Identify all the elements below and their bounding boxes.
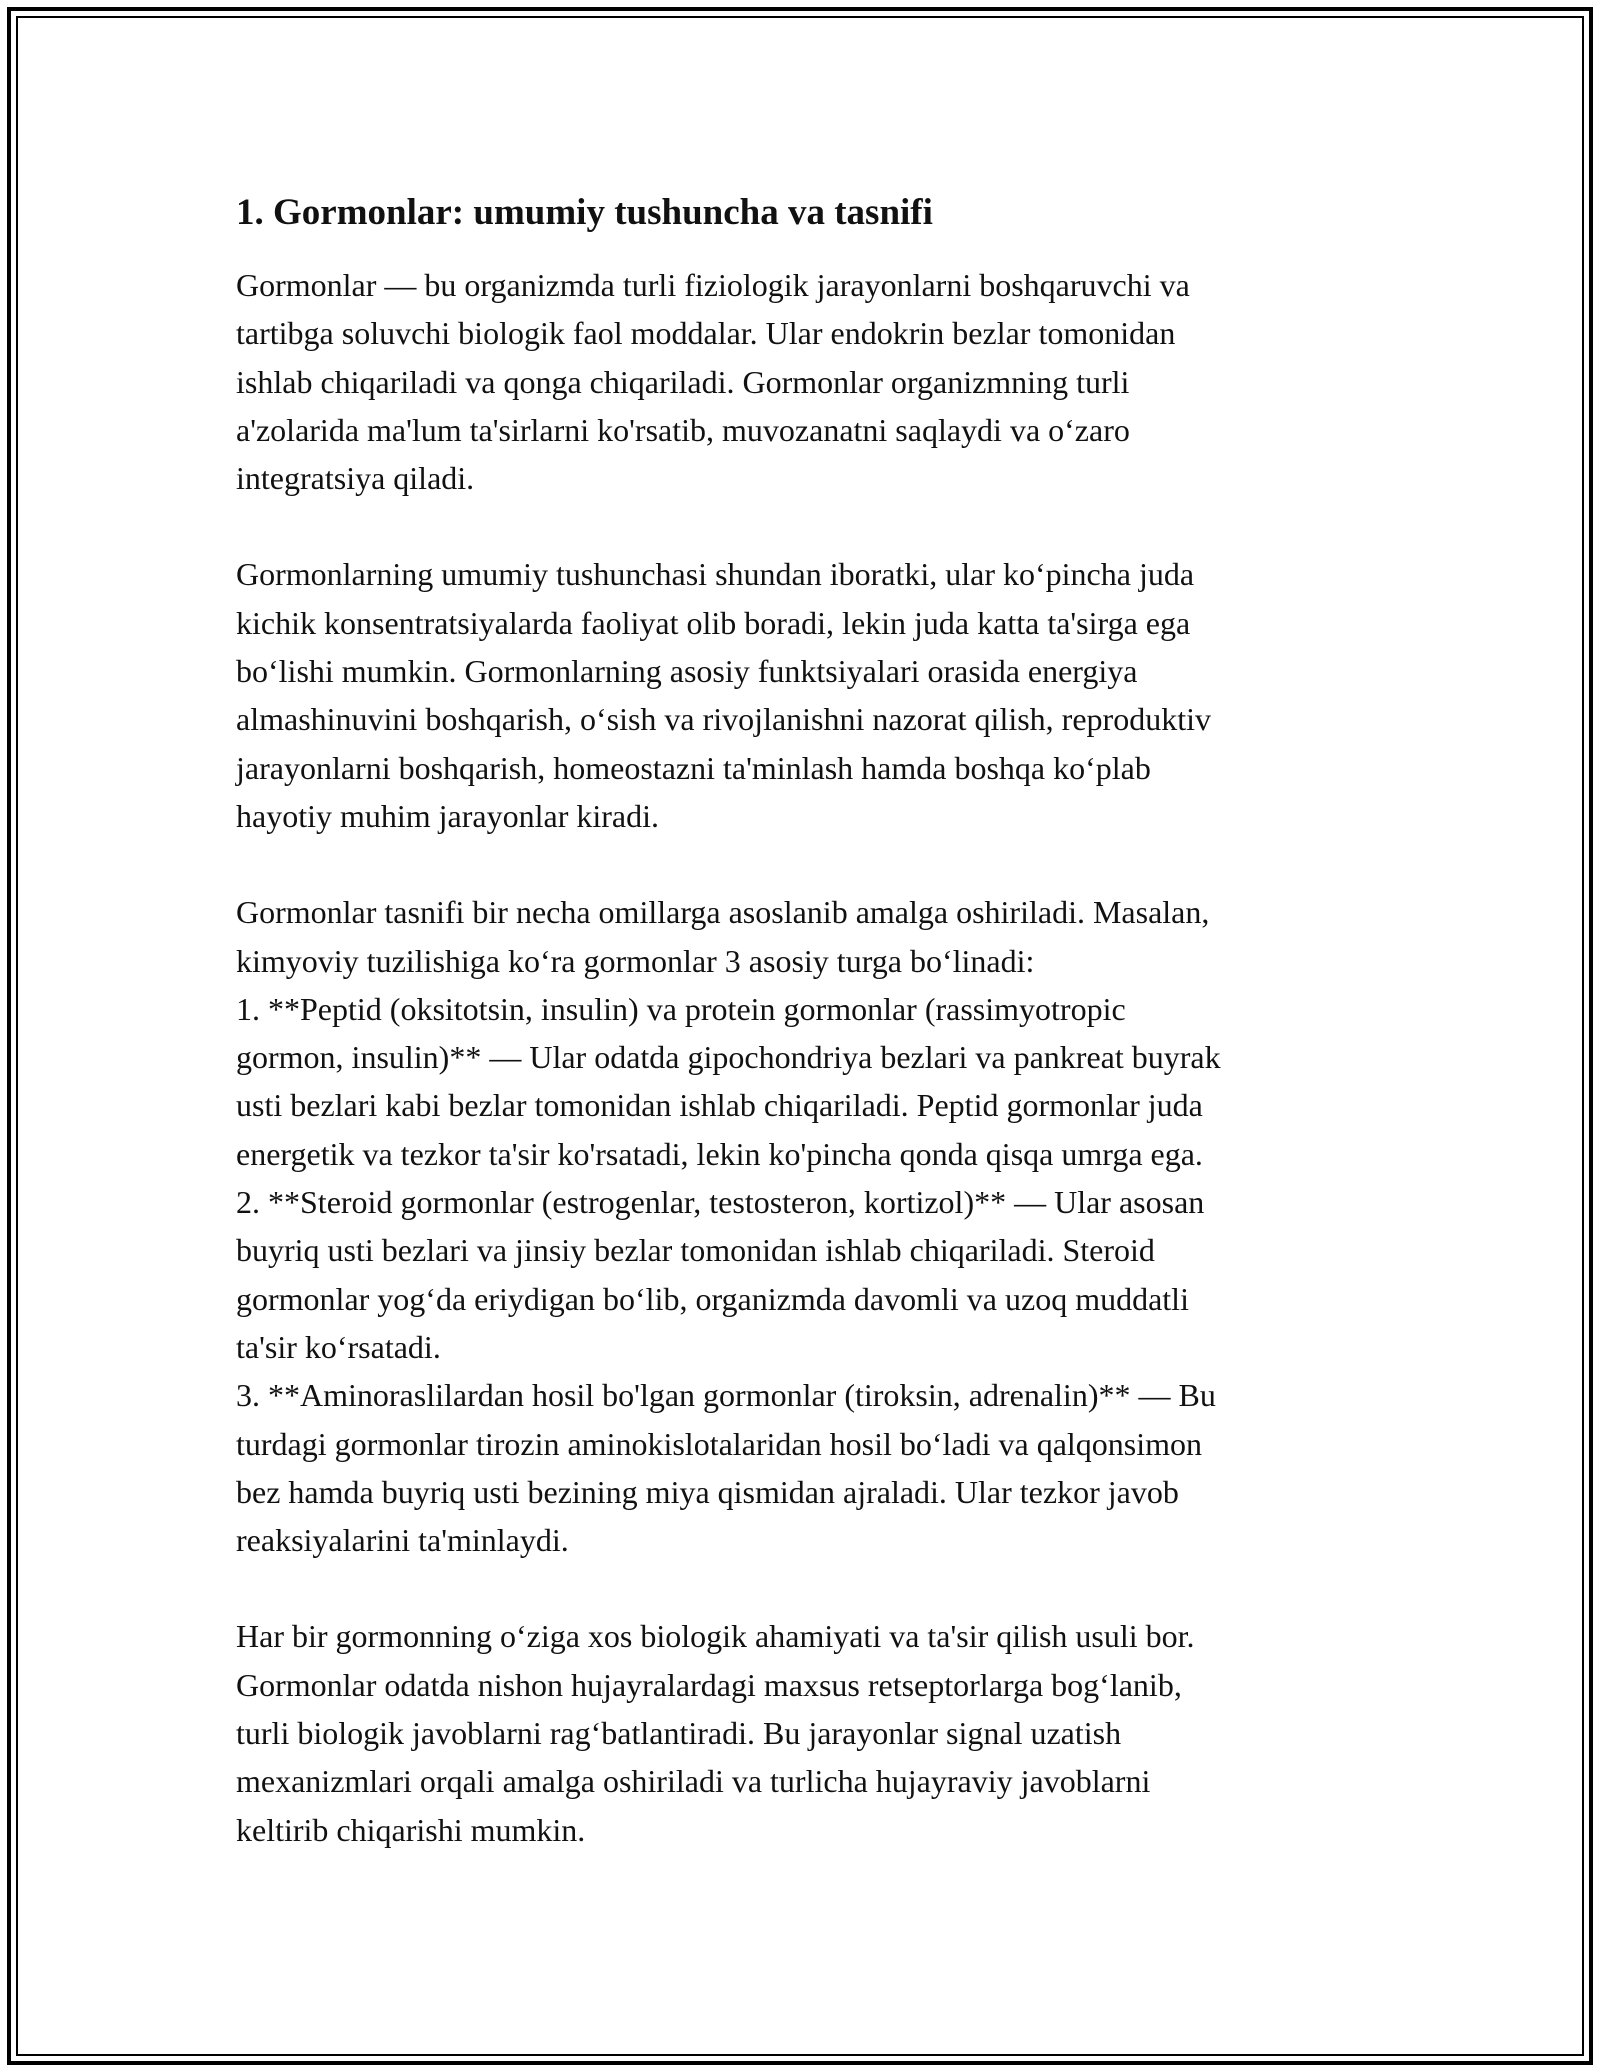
paragraph-line: hayotiy muhim jarayonlar kiradi. [236, 797, 659, 834]
paragraph-line: ishlab chiqariladi va qonga chiqariladi. Gormonlar organizmning turli [236, 363, 1130, 400]
paragraph-line: energetik va tezkor ta'sir ko'rsatadi, lekin ko'pincha qonda qisqa umrga ega. [236, 1135, 1203, 1172]
paragraph-line: buyriq usti bezlari va jinsiy bezlar tomonidan ishlab chiqariladi. Steroid [236, 1232, 1155, 1269]
list-item-steroid: 2. **Steroid gormonlar (estrogenlar, testosteron, kortizol)** — Ular asosan [236, 1184, 1205, 1221]
list-item-amino: 3. **Aminoraslilardan hosil bo'lgan gormonlar (tiroksin, adrenalin)** — Bu [236, 1377, 1216, 1414]
paragraph-line: mexanizmlari orqali amalga oshiriladi va turlicha hujayraviy javoblarni [236, 1763, 1151, 1800]
paragraph-line: bo‘lishi mumkin. Gormonlarning asosiy funktsiyalari orasida energiya [236, 653, 1138, 690]
paragraph-line: bez hamda buyriq usti bezining miya qismidan ajraladi. Ular tezkor javob [236, 1473, 1179, 1510]
paragraph-line: Gormonlar — bu organizmda turli fiziologik jarayonlarni boshqaruvchi va [236, 267, 1190, 303]
paragraph-line: tartibga soluvchi biologik faol moddalar. Ular endokrin bezlar tomonidan [236, 315, 1176, 352]
paragraph-line: turdagi gormonlar tirozin aminokislotalaridan hosil bo‘ladi va qalqonsimon [236, 1425, 1203, 1462]
paragraph-line: gormonlar yog‘da eriydigan bo‘lib, organizmda davomli va uzoq muddatli [236, 1280, 1189, 1317]
paragraph-general-concept [236, 550, 1386, 840]
paragraph-intro [236, 261, 1386, 502]
list-item-peptid: 1. **Peptid (oksitotsin, insulin) va protein gormonlar (rassimyotropic [236, 990, 1126, 1027]
paragraph-line: reaksiyalarini ta'minlaydi. [236, 1522, 569, 1559]
paragraph-line: Gormonlarning umumiy tushunchasi shundan iboratki, ular ko‘pincha juda [236, 556, 1195, 593]
paragraph-line: a'zolarida ma'lum ta'sirlarni ko'rsatib, muvozanatni saqlaydi va o‘zaro [236, 411, 1130, 448]
section-heading: 1. Gormonlar: umumiy tushuncha va tasnifi [236, 192, 933, 233]
paragraph-line: usti bezlari kabi bezlar tomonidan ishlab chiqariladi. Peptid gormonlar juda [236, 1087, 1203, 1124]
paragraph-line: Har bir gormonning o‘ziga xos biologik ahamiyati va ta'sir qilish usuli bor. [236, 1618, 1195, 1655]
paragraph-line: kichik konsentratsiyalarda faoliyat olib boradi, lekin juda katta ta'sirga ega [236, 604, 1191, 641]
paragraph-line: Gormonlar odatda nishon hujayralardagi maxsus retseptorlarga bog‘lanib, [236, 1666, 1182, 1703]
paragraph-line: Gormonlar tasnifi bir necha omillarga asoslanib amalga oshiriladi. Masalan, [236, 894, 1210, 931]
paragraph-classification [236, 888, 1386, 1564]
paragraph-line: jarayonlarni boshqarish, homeostazni ta'minlash hamda boshqa ko‘plab [236, 749, 1151, 786]
paragraph-line: integratsiya qiladi. [236, 460, 475, 497]
document-body [236, 185, 1386, 1902]
paragraph-line: gormon, insulin)** — Ular odatda gipochondriya bezlari va pankreat buyrak [236, 1039, 1221, 1076]
paragraph-line: ta'sir ko‘rsatadi. [236, 1328, 441, 1365]
paragraph-line: kimyoviy tuzilishiga ko‘ra gormonlar 3 asosiy turga bo‘linadi: [236, 942, 1035, 979]
paragraph-line: turli biologik javoblarni rag‘batlantiradi. Bu jarayonlar signal uzatish [236, 1715, 1122, 1752]
paragraph-line: almashinuvini boshqarish, o‘sish va rivojlanishni nazorat qilish, reproduktiv [236, 701, 1211, 738]
paragraph-biological-role [236, 1612, 1386, 1853]
paragraph-line: keltirib chiqarishi mumkin. [236, 1811, 586, 1848]
